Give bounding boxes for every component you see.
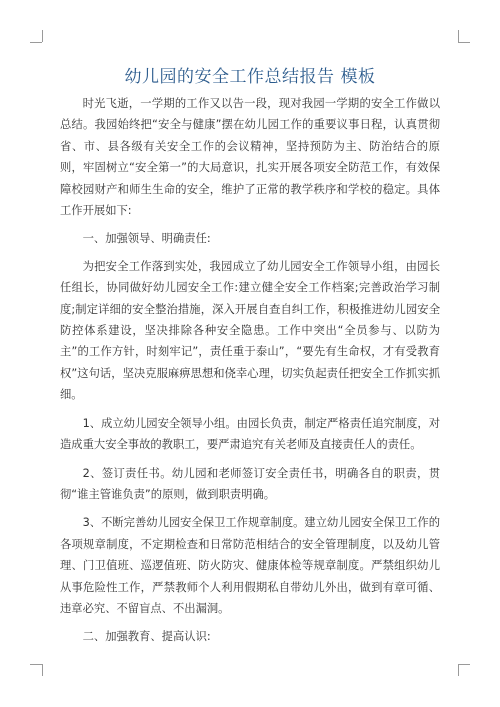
crop-mark-top-left-v [42,30,43,42]
list-item-2: 2、签订责任书。幼儿园和老师签订安全责任书，明确各自的职责，贯彻“谁主管谁负责”的原则，做到职责明确。 [60,466,440,501]
crop-mark-bottom-left-v [42,664,43,676]
crop-mark-bottom-left-h [30,664,42,665]
section-1-paragraph: 为把安全工作落到实处，我园成立了幼儿园安全工作领导小组，由园长任组长，协同做好幼儿园安全工作:建立健全安全工作档案;完善政治学习制度;制定详细的安全整治措施，深入开展自查自纠工作，积极推进幼儿园安全防控体系建设，坚决排除各种安全隐患。工作中突出“全员参与、以防为主”的工作方针，时刻牢记”，责任重于泰山”，“要先有生命权，才有受教育权”这句话，坚决克服麻痹思想和侥幸心理，切实负起责任把安全工作抓实抓细。 [60,259,440,402]
section-heading-2: 二、加强教育、提高认识: [82,630,211,644]
document-body [60,93,440,654]
section-heading-1: 一、加强领导、明确责任: [82,232,211,246]
intro-paragraph: 时光飞逝，一学期的工作又以告一段，现对我园一学期的安全工作做以总结。我园始终把“安全与健康”摆在幼儿园工作的重要议事日程，认真贯彻省、市、县各级有关安全工作的会议精神，坚持预防为主、防治结合的原则，牢固树立“安全第一”的大局意识，扎实开展各项安全防范工作，有效保障校园财产和师生生命的安全，维护了正常的教学秩序和学校的稳定。具体工作开展如下: [60,97,440,218]
crop-mark-bottom-right-h [458,664,470,665]
document-title: 幼儿园的安全工作总结报告 模板 [124,67,376,87]
crop-mark-top-right-h [458,42,470,43]
list-item-3: 3、不断完善幼儿园安全保卫工作规章制度。建立幼儿园安全保卫工作的各项规章制度，不定期检查和日常防范相结合的安全管理制度，以及幼儿管理、门卫值班、巡逻值班、防火防灾、健康体检等规章制度。严禁组织幼儿从事危险性工作，严禁教师个人利用假期私自带幼儿外出，做到有章可循、违章必究、不留盲点、不出漏洞。 [60,516,440,615]
crop-mark-top-left-h [30,42,42,43]
crop-mark-top-right-v [458,30,459,42]
list-item-1: 1、成立幼儿园安全领导小组。由园长负责，制定严格责任追究制度，对造成重大安全事故的教职工，要严肃追究有关老师及直接责任人的责任。 [60,416,440,452]
crop-mark-bottom-right-v [458,664,459,676]
